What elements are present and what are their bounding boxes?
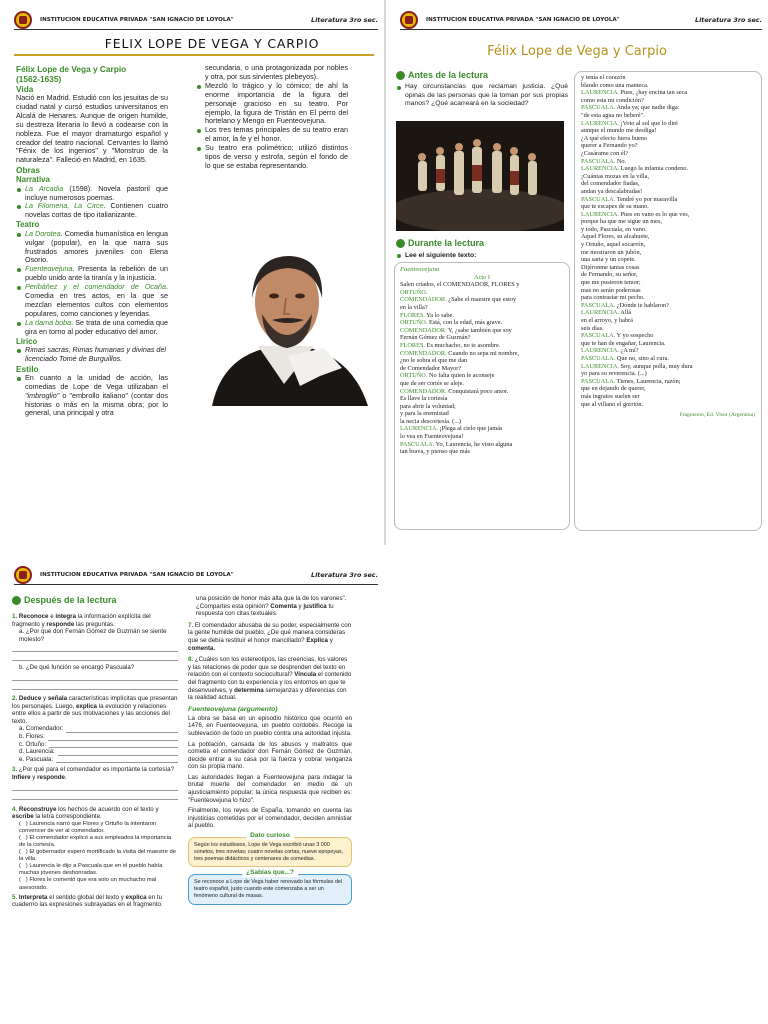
- verse-line: mas no serán poderosas: [581, 286, 641, 294]
- school-name: INSTITUCION EDUCATIVA PRIVADA "SAN IGNACIO DE LOYOLA": [426, 16, 620, 23]
- answer-row: b. Flores:: [12, 733, 178, 741]
- title-rule: [14, 54, 374, 56]
- narrativa-heading: Narrativa: [16, 175, 50, 185]
- verse-line: yo para su reverencia. (...): [581, 370, 647, 378]
- right-column: [188, 595, 352, 905]
- dato-curioso-label: Dato curioso: [246, 833, 294, 840]
- school-name: INSTITUCION EDUCATIVA PRIVADA "SAN IGNACIO DE LOYOLA": [40, 571, 234, 578]
- verse-line: porque ha que me sigue un mes,: [581, 218, 662, 226]
- verse-line: PASCUALA. Yo, Laurencia, he visto alguna: [400, 440, 513, 448]
- text-excerpt-right: [574, 71, 762, 531]
- estilo-continued: secundaria, o una protagonizada por nobles y otra, por sus sirvientes plebeyos).: [205, 63, 348, 81]
- verse-line: tan brava, y pienso que más: [400, 448, 470, 456]
- verse-line: que de ser cortés se aleje.: [400, 379, 464, 387]
- antes-heading: Antes de la lectura: [396, 70, 568, 80]
- verse-line: FLORES. Ya lo sabe.: [400, 311, 454, 319]
- sabias-que-box: [188, 869, 352, 904]
- right-column: [196, 64, 348, 171]
- author-name: Félix Lope de Vega y Carpio: [16, 64, 127, 74]
- list-item: Su teatro era polimétrico; utilizó distintos tipos de verso y estrofa, según el fondo de lo que se estaba representando.: [196, 144, 348, 171]
- question-1: 1. Reconoce e integra la información explícita del fragmento y responde las preguntas.: [12, 613, 151, 628]
- verse-line: Aquel Flores, su alcahuete,: [581, 233, 650, 241]
- narrativa-list: [16, 185, 168, 221]
- verse-line: la necia descortesía. (...): [400, 417, 462, 425]
- order-item[interactable]: ( ) El gobernador esperó mortificado la visita del maestre de la villa.: [19, 849, 176, 863]
- list-item: Rimas sacras, Rimas humanas y divinas del licenciado Tomé de Burguillos.: [16, 346, 168, 364]
- order-item[interactable]: ( ) El comendador explicó a sus empleados la importancia de la cortesía.: [19, 834, 172, 848]
- verse-line: LAURENCIA. Pues en vano es lo que ves,: [581, 210, 690, 218]
- verse-line: blando como una manteca.: [581, 81, 649, 89]
- verse-line: LAURENCIA. Pues, ¿hay encina tan seca: [581, 89, 688, 97]
- verse-line: que me pusieron temor;: [581, 279, 641, 287]
- answer-row: c. Ortuño:: [12, 741, 178, 749]
- page-3: [0, 555, 384, 1024]
- verse-line: LAURENCIA. ¡Voto al sol que lo diré: [581, 119, 678, 127]
- list-item: La Dorotea. Comedia humanística en lengua vulgar (popular), en la que narra sus frustrados amores juveniles con Elena Osorio.: [16, 230, 168, 266]
- school-seal-icon: [400, 11, 418, 29]
- act-label: Acto I: [474, 273, 490, 281]
- verse-line: una sarta y un copete.: [581, 256, 636, 264]
- order-item[interactable]: ( ) Laurencia le dijo a Pascuala que en el pueblo había muchas jóvenes deshonradas.: [19, 863, 163, 877]
- argument-paragraph: La población, cansada de los abusos y maltratos que cometía el comendador don Fernán Gómez de Guzmán, decide entrar a su casa por la fuerza y cobrar venganza con su propia mano.: [188, 740, 352, 771]
- verse-line: ORTUÑO. No falta quien le aconseje: [400, 372, 495, 380]
- verse-line: para contrastar mi pecho.: [581, 294, 645, 302]
- page-title: Félix Lope de Vega y Carpio: [487, 44, 667, 59]
- verse-line: ¿A qué efecto fuera bueno: [581, 134, 648, 142]
- order-item[interactable]: ( ) Laurencia narró que Flores y Ortuño la intentaron convencer de ver al comendador.: [19, 820, 157, 834]
- verse-line: que te han de engañar, Laurencia.: [581, 339, 666, 347]
- answer-line[interactable]: [12, 682, 178, 690]
- verse-line: como esta mi condición?: [581, 96, 644, 104]
- verse-line: andan ya descalabradas!: [581, 187, 643, 195]
- section-bullet-icon: [396, 239, 405, 248]
- verse-line: PASCUALA. ¿Dónde te hablaron?: [581, 301, 669, 309]
- section-bullet-icon: [12, 596, 21, 605]
- author-years: (1562-1635): [16, 74, 62, 84]
- durante-heading: Durante la lectura: [396, 238, 568, 248]
- verse-line: COMENDADOR. Conquistará poco amor.: [400, 387, 509, 395]
- answer-row: e. Pascuala:: [12, 756, 178, 764]
- obras-heading: Obras: [16, 165, 40, 176]
- answer-row: a. Comendador:: [12, 725, 178, 733]
- lirico-heading: Lírico: [16, 336, 38, 346]
- list-item: La Arcadia (1598). Novela pastoril que incluye numerosos poemas.: [16, 185, 168, 203]
- school-name: INSTITUCION EDUCATIVA PRIVADA "SAN IGNACIO DE LOYOLA": [40, 16, 234, 23]
- verse-line: LAURENCIA. Allá: [581, 309, 632, 317]
- verse-line: en el arroyo, y habrá: [581, 317, 633, 324]
- verse-line: del comendador fiadas,: [581, 180, 640, 188]
- question-4: 4. Reconstruye los hechos de acuerdo con el texto y escribe la letra correspondiente.: [12, 805, 159, 821]
- estilo-list: [16, 374, 168, 419]
- verse-line: que en dejando de querer,: [581, 385, 646, 393]
- verse-line: COMENDADOR. Cuando no sepa mi nombre,: [400, 349, 520, 357]
- answer-line[interactable]: [12, 653, 178, 661]
- verse-line: ORTUÑO. Está, con la edad, más grave.: [400, 319, 503, 327]
- excerpt-title: Fuenteovejuna: [400, 266, 440, 273]
- verse-line: y todo, Pascuala, en vano.: [581, 225, 647, 233]
- left-column: [16, 64, 168, 418]
- question-1b: b. ¿De qué función se encargó Pascuala?: [19, 664, 135, 672]
- question-8: 8. ¿Cuáles son los estereotipos, las creencias, los valores y las relaciones de poder que se desprenden del texto en relación con el contexto sociocultural? Vincula el contenido del fragmento con tu experiencia y los entornos en que te desenvuelves, y determina semejanzas y diferencias con la realidad actual.: [188, 656, 352, 702]
- verse-line: "de esta agua no beberé".: [581, 111, 645, 119]
- page-header: [14, 10, 378, 30]
- answer-line[interactable]: [12, 792, 178, 800]
- verse-line: para abrir la voluntad;: [400, 402, 456, 410]
- durante-section: [396, 238, 568, 260]
- verse-line: PASCUALA. Y yo sospecho: [581, 332, 654, 340]
- verse-line: aunque el mundo me desdiga!: [581, 127, 657, 135]
- verse-line: Es llave la cortesía: [400, 395, 448, 403]
- teatro-list: [16, 230, 168, 337]
- estilo-heading: Estilo: [16, 363, 39, 374]
- course-level: Literatura 3ro sec.: [311, 570, 378, 579]
- question-3: 3. ¿Por qué para el comendador es importante la cortesía? Infiere y responde.: [12, 766, 175, 781]
- answer-line[interactable]: [48, 734, 178, 741]
- list-item: Peribáñez y el comendador de Ocaña. Comedia en tres actos, en la que se mezclan elementos cultos con elementos populares, como canciones y leyendas.: [16, 283, 168, 319]
- school-seal-icon: [14, 11, 32, 29]
- verse-line: ORTUÑO.: [400, 288, 428, 296]
- verse-line: de Comendador Mayor?: [400, 364, 462, 372]
- answer-line[interactable]: [12, 644, 178, 652]
- verse-line: y para la enemistad: [400, 410, 449, 418]
- lirico-list: [16, 346, 168, 364]
- author-portrait: [192, 236, 376, 406]
- list-item: Los tres temas principales de su teatro eran el amor, la fe y el honor.: [196, 126, 348, 144]
- vida-heading: Vida: [16, 84, 34, 94]
- verse-line: LAURENCIA. ¿A mí?: [581, 347, 639, 355]
- question-7: 7. El comendador abusaba de su poder, especialmente con la gente humilde del pueblo. ¿De qué manera consideras que se debía restituir el honor mancillado? Explica y comenta.: [188, 621, 352, 652]
- question-2: 2. Deduce y señala características implícitas que presentan los personajes. Luego, explica la evolución y relaciones entre ellos a partir de sus motivaciones y las acciones del texto.: [12, 694, 178, 725]
- durante-instruction: Lee el siguiente texto:: [396, 251, 568, 260]
- school-seal-icon: [14, 566, 32, 584]
- argument-heading: Fuenteovejuna (argumento): [188, 705, 278, 713]
- verse-line: ¡Cuántas mozas en la villa,: [581, 172, 650, 180]
- verse-line: que te escapes de su mano.: [581, 203, 649, 211]
- verse-line: Salen criados, el COMENDADOR, FLORES y: [400, 281, 520, 289]
- excerpt-lines: [581, 74, 755, 408]
- verse-line: PASCUALA. Tendré yo por maravilla: [581, 195, 678, 203]
- verse-line: ¿no le sobra el que me dan: [400, 357, 468, 365]
- dato-curioso-text: Según los estudiosos, Lope de Vega escribió unas 3 000 sonetos, tres novelas; cuatro novelas cortas, nueve epopeyas, tres poemas didácticos y centenares de comedias.: [194, 842, 344, 862]
- antes-question: Hay circunstancias que reclaman justicia. ¿Qué opinas de las personas que la toman por sus propias manos? ¿Qué acarreará en la sociedad?: [396, 83, 568, 109]
- order-item[interactable]: ( ) Flores le comentó que era solo un muchacho mal asesorado.: [19, 877, 157, 891]
- teatro-heading: Teatro: [16, 220, 40, 230]
- verse-line: LAURENCIA. Luego la infamia condeno.: [581, 165, 689, 173]
- verse-line: PASCUALA. Tienes, Laurencia, razón;: [581, 377, 681, 385]
- answer-line[interactable]: [56, 756, 178, 763]
- antes-section: [396, 70, 568, 109]
- vida-text: Nació en Madrid. Estudió con los jesuitas de su ciudad natal y cursó estudios universitarios en Alcalá de Henares. Aunque de origen humilde, su destreza literaria lo llevó a codearse con la nobleza. Fue el mayor dramaturgo español y creador del teatro nacional. Cervantes lo llamó "Fénix de los ingenios" y "Monstruo de la naturaleza". Falleció en Madrid, en 1635.: [16, 93, 168, 165]
- verse-line: Fernán Gómez de Guzmán?: [400, 334, 471, 342]
- sabias-que-label: ¿Sabías que...?: [242, 870, 298, 877]
- durante-instruction-list: [396, 251, 568, 260]
- theater-photo: [396, 121, 564, 231]
- question-1a: a. ¿Por qué don Fernán Gómez de Guzmán se siente molesto?: [19, 628, 167, 643]
- list-item: La dama boba. Se trata de una comedia que gira en torno al poder educativo del amor.: [16, 319, 168, 337]
- page-header: [400, 10, 762, 30]
- excerpt-lines: [400, 281, 564, 456]
- question-6-continued: una posición de honor más alta que la de los varones". ¿Compartes esta opinión? Comenta y justifica tu respuesta con citas textuales.: [196, 595, 347, 618]
- sabias-que-text: Se reconoce a Lope de Vega haber renovado las fórmulas del teatro español, justo cuando este comenzaba a ser un fenómeno cultural de masas.: [194, 879, 343, 900]
- section-bullet-icon: [396, 71, 405, 80]
- verse-line: COMENDADOR. ¿Sabe el maestre que estoy: [400, 296, 517, 304]
- argument-paragraph: Las autoridades llegan a Fuenteovejuna para indagar la brutal muerte del comendador en medio de un ajusticiamiento popular; la única respuesta que reciben es: "Fuenteovejuna lo hizo".: [188, 773, 352, 804]
- despues-heading: Después de la lectura: [12, 595, 178, 605]
- dato-curioso-box: [188, 832, 352, 867]
- verse-line: y tenía el corazón: [581, 74, 626, 81]
- course-level: Literatura 3ro sec.: [695, 15, 762, 24]
- answer-line[interactable]: [12, 673, 178, 681]
- page-title: FELIX LOPE DE VEGA Y CARPIO: [104, 36, 320, 51]
- verse-line: LAURENCIA. ¡Plega al cielo que jamás: [400, 425, 503, 433]
- answer-line[interactable]: [58, 749, 178, 756]
- list-item: Mezcló lo trágico y lo cómico; de ahí la enorme importancia de la figura del personaje gracioso en su teatro. Por ejemplo, la figura de Tristán en El perro del hortelano y Mengo en Fuenteovejuna.: [196, 82, 348, 127]
- verse-line: querer a Fernando yo?: [581, 142, 638, 150]
- page-1: [0, 0, 384, 540]
- verse-line: Dijéronme tantas cosas: [581, 263, 640, 271]
- page-2: [386, 0, 768, 540]
- estilo-list-2: [196, 82, 348, 171]
- verse-line: me mostraron un jubón,: [581, 248, 642, 256]
- answer-line[interactable]: [49, 741, 178, 748]
- verse-line: COMENDADOR. Y, ¿sabe también que soy: [400, 326, 512, 334]
- verse-line: que al villano el gorrión.: [581, 400, 644, 408]
- verse-line: PASCUALA. No.: [581, 157, 627, 165]
- left-column: [12, 595, 178, 909]
- verse-line: PASCUALA. Anda ya; que nadie diga:: [581, 104, 680, 112]
- verse-line: PASCUALA. Que no, sino al cura.: [581, 354, 669, 362]
- order-list: [12, 821, 178, 892]
- verse-line: en la villa?: [400, 303, 428, 311]
- antes-question-list: [396, 83, 568, 109]
- argument-paragraph: Finalmente, los reyes de España, tomando en cuenta las injusticias cometidas por el comendador, deciden amnistiar al pueblo.: [188, 807, 352, 830]
- argument-paragraph: La obra se basa en un episodio histórico que ocurrió en 1476, en Fuenteovejuna, un pueblo cordobés. Recoge la sublevación de todo un pueblo contra una autoridad injusta.: [188, 714, 352, 737]
- verse-line: más ingratos suelen ser: [581, 392, 640, 400]
- page-header: [14, 565, 378, 585]
- text-excerpt-left: [394, 262, 570, 530]
- source-credit: Fragmento, Ed. Visor (Argentina): [679, 412, 755, 419]
- verse-line: LAURENCIA. Soy, aunque polla, muy dura: [581, 362, 693, 370]
- verse-line: FLORES. Es muchacho, no te asombre.: [400, 341, 501, 349]
- question-5: 5. Interpreta el sentido global del texto y explica en tu cuaderno las expresiones subrayadas en el fragmento.: [12, 893, 163, 909]
- verse-line: y Ortuño, aquel socarrón,: [581, 241, 646, 249]
- answer-line[interactable]: [66, 726, 178, 733]
- course-level: Literatura 3ro sec.: [311, 15, 378, 24]
- list-item: Fuenteovejuna. Presenta la rebelión de un pueblo unido ante la tiranía y la injusticia.: [16, 265, 168, 283]
- list-item: La Filomena, La Circe. Contienen cuatro novelas cortas de tipo italianizante.: [16, 202, 168, 220]
- verse-line: ¿Casárame con él?: [581, 149, 629, 157]
- verse-line: lo vea en Fuenteovejuna!: [400, 433, 464, 441]
- verse-line: de Fernando, su señor,: [581, 271, 638, 279]
- answer-row: d. Laurencia:: [12, 748, 178, 756]
- answer-line[interactable]: [12, 783, 178, 791]
- verse-line: seis días.: [581, 324, 604, 332]
- list-item: En cuanto a la unidad de acción, las comedias de Lope de Vega utilizaban el "imbroglio" o "embrollo italiano" (contar dos historias o más en la misma obra; por lo general, una principal y otra: [16, 374, 168, 419]
